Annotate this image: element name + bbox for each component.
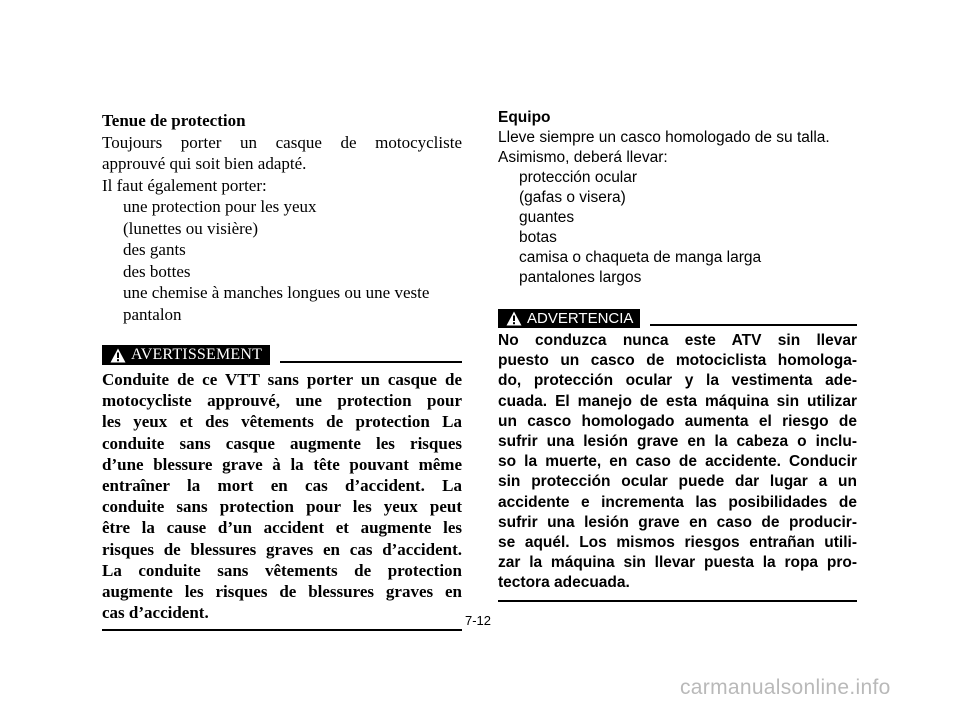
warning-line: d’une blessure grave à la tête pouvant même [102, 454, 462, 474]
warning-triangle-icon [110, 348, 126, 363]
warning-line: sufrir una lesión grave en caso de producir- [498, 513, 857, 531]
spanish-item-list [498, 168, 857, 288]
warning-line: cas d’accident. [102, 603, 209, 623]
list-item: des gants [123, 240, 186, 259]
warning-triangle-icon [506, 311, 522, 326]
warning-line: zar la máquina sin llevar puesta la ropa pro- [498, 554, 857, 572]
warning-rule [650, 324, 857, 326]
list-item: une protection pour les yeux [123, 197, 317, 216]
list-item: des bottes [123, 261, 191, 281]
warning-line: conduite sans protection pour les yeux peut [102, 497, 462, 517]
warning-line: do, protección ocular y la vestimenta ade- [498, 372, 857, 390]
warning-line: sufrir una lesión grave en la cabeza o inclu- [498, 433, 857, 451]
list-item: camisa o chaqueta de manga larga [519, 249, 762, 266]
french-warning-text [102, 369, 462, 623]
spanish-intro-line: Lleve siempre un casco homologado de su talla. [498, 129, 830, 146]
french-heading: Tenue de protection [102, 111, 246, 130]
warning-line: se aquél. Los mismos riesgos entrañan utili- [498, 534, 857, 552]
list-item: une chemise à manches longues ou une veste [123, 283, 430, 302]
warning-line: puesto un casco de motociclista homologa- [498, 352, 857, 370]
list-item: botas [519, 229, 557, 246]
spanish-warning-text [498, 331, 857, 594]
spanish-warning-label: ADVERTENCIA [527, 309, 634, 327]
french-intro-line: Il faut également porter: [102, 175, 267, 195]
warning-line: motocycliste approuvé, une protection pour [102, 391, 462, 411]
warning-line: La conduite sans vêtements de protection [102, 560, 462, 580]
warning-line: tectora adecuada. [498, 574, 630, 592]
warning-line: risques de blessures graves en cas d’accident. [102, 539, 462, 559]
spanish-column [498, 108, 857, 602]
french-intro-line: Toujours porter un casque de motocycliste [102, 132, 462, 152]
french-item-list [102, 196, 462, 325]
page-number: 7-12 [465, 613, 492, 628]
watermark: carmanualsonline.info [680, 676, 891, 699]
spanish-warning-header [498, 309, 857, 328]
warning-line: so la muerte, en caso de accidente. Conducir [498, 453, 857, 471]
list-item: protección ocular [519, 169, 638, 186]
warning-line: augmente les risques de blessures graves en [102, 582, 462, 602]
spanish-warning-badge [498, 309, 640, 328]
warning-line: Conduite de ce VTT sans porter un casque de [102, 370, 462, 389]
warning-line: les yeux et des vêtements de protection La [102, 412, 462, 432]
list-item: (lunettes ou visière) [123, 218, 259, 238]
french-column [102, 110, 462, 631]
french-warning-label: AVERTISSEMENT [131, 346, 263, 364]
list-item: (gafas o visera) [519, 189, 626, 206]
list-item: pantalones largos [519, 269, 642, 286]
list-item: pantalon [123, 304, 182, 324]
french-warning-badge [102, 345, 270, 365]
warning-line: sin protección ocular puede dar lugar a un [498, 473, 857, 491]
french-warning-header [102, 345, 462, 365]
french-intro-line: approuvé qui soit bien adapté. [102, 154, 307, 173]
warning-line: conduite sans casque augmente les risques [102, 433, 462, 453]
warning-line: No conduzca nunca este ATV sin llevar [498, 332, 857, 349]
warning-line: entraîner la mort en cas d’accident. La [102, 476, 462, 496]
spanish-intro-line: Asimismo, deberá llevar: [498, 149, 668, 166]
warning-line: être la cause d’un accident et augmente les [102, 518, 462, 538]
spanish-heading: Equipo [498, 109, 551, 126]
warning-line: un casco homologado aumenta el riesgo de [498, 412, 857, 430]
warning-line: accidente e incrementa las posibilidades de [498, 493, 857, 511]
warning-end-rule [498, 600, 857, 602]
warning-end-rule [102, 629, 462, 631]
warning-line: cuada. El manejo de esta máquina sin utilizar [498, 392, 857, 410]
warning-rule [280, 361, 462, 363]
list-item: guantes [519, 209, 575, 226]
